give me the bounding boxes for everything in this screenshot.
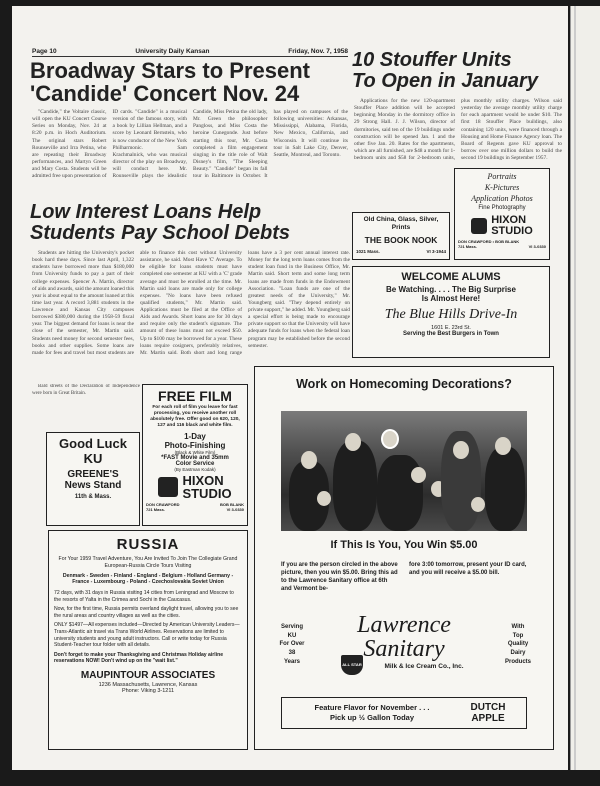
serving-ku-block: Serving KU For Over 38 Years [279, 624, 305, 665]
stouffer-story: Applications for the new 120-apartment Stouffer Place addition will be accepted beginning Monday in the dormitory office in 29 Strong Hall. J. J. Wilson, director of dormitories, said ten of the 19 buildings under construction will be opened Jan. 1 and the other five Jan. 20. Rates for the apartments, which are all furnished, are $48 a month for 1-bedroom units and $58 for 2-bedroom units, plus monthly utility charges. Wilson said yesterday the average monthly utility charge for each apartment would be under $10. The first 18 Stouffer Place buildings, also containing 120 units, were financed through a Housing and Home Finance Agency loan. The Board of Regents gave KU approval to borrow over one million dollars to build the second 19 buildings in September 1957. [354, 98, 562, 161]
win-caption-title: If This Is You, You Win $5.00 [330, 539, 478, 551]
filler-note: Bald streets of the Declaration of Independence were born in Great Britain. [32, 384, 140, 396]
quality-block: With Top Quality Dairy Products [504, 624, 531, 665]
newspaper-page [12, 6, 568, 770]
fine-photo-line: Fine Photography [478, 205, 526, 212]
hixon-small-phone: VI 3-0330 [528, 244, 546, 250]
portraits-ad [454, 168, 550, 260]
logo-lawrence: Lawrence [357, 612, 451, 638]
kpictures-line: K-Pictures [484, 182, 520, 192]
welcome-alums: WELCOME ALUMS [401, 271, 501, 283]
hixon-logo-large: HIXON STUDIO [146, 474, 244, 500]
greenes-ad: Good Luck KU GREENE'S News Stand 11th & Mass. [46, 432, 140, 526]
drive-in-name: The Blue Hills Drive-In [384, 307, 518, 322]
flavor-name: DUTCH APPLE [470, 702, 506, 724]
portraits-line: Portraits [487, 172, 517, 181]
book-nook-ad: Old China, Glass, Silver, Prints THE BOOK NOOK 1021 Mass. VI 3-1944 [352, 212, 450, 260]
maupintour-name: MAUPINTOUR ASSOCIATES [80, 670, 216, 682]
all-star-badge: ALL STAR [341, 655, 363, 675]
paper-name: University Daily Kansan [135, 48, 210, 55]
loans-headline: Low Interest Loans Help Students Pay School Debts [30, 201, 291, 244]
homecoming-headline: Work on Homecoming Decorations? [296, 377, 512, 391]
candide-story: "Candide," the Voltaire classic, will open the KU Concert Course Series on Monday, Nov. 24 at 8:20 p.m. in Hoch Auditorium. The original stars Robert Rounseville and Irra Petina, who are repeating their Broadway performances, and Martyn Green and Mary Costa. Students will be admitted free upon presentation of ID cards. "Candide" is a musical version of the famous story, with a book by Lillian Hellman, and a score by Leonard Bernstein, who is now conductor of the New York Philharmonic. Sam Krachmalnick, who was musical director of the play on Broadway, will conduct here. Mr. Rounseville plays the idealistic Candide, Miss Petina the old lady, Mr. Green the philosopher Pangloss, and Miss Costa the heroine Cunegonde. Just before starting this tour, Mr. Costa completed a film engagement singing in the title role of Walt Disney's film, "The Sleeping Beauty." "Candide" began its fall tour in Baltimore in October. It has played on campuses of the following universities: Arkansas, Mississippi, Alabama, Florida, New Mexico, California, and Wisconsin. It will continue its tour in Salt Lake City, Denver, Seattle, Montreal, and Toronto. [32, 109, 348, 180]
camera-icon [471, 218, 487, 234]
page-gutter [574, 6, 576, 770]
loans-story: Students are hitting the University's pocket book hard these days. Since last April, 1,322 students have borrowed more than $180,000 from University funds to pay a part of their college expenses. Spencer A. Martin, director of aids and awards, said the amount loaned this year is about equal to the amount loaned at this time last year. A record 3,881 students in the Lawrence and Kansas City campuses borrowed $380,000 during the 1958-59 fiscal year. The biggest demand for loans is near the close of the semester, Mr. Martin said. Students need money for second semester fees, books and other supplies. Some loans are made for fees and travel but most students are able to finance this cost without University assistance, he said. Most Have 'C' Average. To be eligible for loans students must have completed one semester at KU with a 'C' grade average and must be enrolled at the time. Mr. Martin said loans are made only for college expenses. "No loans have been refused qualified students," Mr. Martin said. Applications must be filed at the Office of Aids and Awards. Short loans are for 30 days and require only the student's signature. The amount of these loans must not exceed $50. Up to $100 may be borrowed for a year. These loans require cosigners, preferably relatives, Mr. Martin said. Both short and long range loans have a 3 per cent annual interest rate. Money for the long term loans comes from the student loan fund in the Business Office, Mr. Martin said. Short term and some long term loans are made from funds in the Endowment Association. "Loan funds are one of the greatest needs of the University," Mr. Youngberg said. "They depend entirely on private support," he added. Mr. Youngberg said a special effort is being made to encourage private support so that the University will have adequate funds for loans when the federal loan program may be established before the second semester. [32, 250, 350, 356]
logo-sanitary: Sanitary [363, 636, 445, 662]
page-number: Page 10 [32, 48, 57, 55]
russia-tour-ad: RUSSIA For Your 1959 Travel Adventure, You Are Invited To Join The Collegiate Grand European-Russia Circle Tours Visiting Denmark - Sweden - Finland - England - Belgium - Holland Germany - France - Luxembourg - Poland - Czechoslovakia Soviet Union 72 days, with 31 days in Russia visiting 14 cities from Leningrad and Moscow to the resorts of Yalta in the Crimea and Sochi in the Caucasus. Now, for the first time, Russia permits overland daylight travel, allowing you to see the rural areas and country villages as well as the cities. ONLY $1497—All expenses included—Directed by American University Leaders—Trans-Atlantic air travel via Trans World Airlines. Reservations are limited to university students and young adult instructors. Call or write today for Russia Student-Teacher tour folder with all details. Don't forget to make your Thanksgiving and Christmas Holiday airline reservations NOW! Don't wind up on the "wait list." MAUPINTOUR ASSOCIATES 1236 Massachusetts, Lawrence, Kansas Phone: Viking 3-1211 [48, 530, 248, 750]
stouffer-headline: 10 Stouffer Units To Open in January [352, 49, 538, 92]
hixon-small-owners: DON CRAWFORD • BOB BLANK [458, 239, 520, 245]
book-nook-name: THE BOOK NOOK [364, 234, 438, 245]
application-line: Application Photos [471, 193, 533, 203]
feature-flavor-bar: Feature Flavor for November . . . Pick up ½ Gallon Today DUTCH APPLE [281, 697, 527, 729]
lawrence-sanitary-ad: Work on Homecoming Decorations? If This Is You, You Win $5.00 If you are the person circled in the above picture, then you win $5.00. Bring this ad to the Lawrence Sanitary office at 6th and Vermont be- fore 3:00 tomorrow, present your ID card, and you will receive a $5.00 bill. Serving KU For Over 38 Years Lawrence Sanitary Milk & Ice Cream Co., Inc. ALL STAR With Top Quality Dairy Products Feature Flavor for November . . . Pick up ½ Gallon Today DUTCH APPLE [254, 366, 554, 750]
page-folio [32, 48, 348, 57]
candide-headline: Broadway Stars to Present 'Candide' Concert Nov. 24 [30, 58, 310, 107]
camera-icon [158, 477, 178, 497]
sanitary-logo: Lawrence Sanitary Milk & Ice Cream Co., Inc. [315, 613, 493, 670]
hixon-small-address: 721 Mass. [458, 244, 477, 250]
free-film-ad: FREE FILM For each roll of film you leave for fast processing, you receive another roll absolutely free. Offer good on 620, 120, 127 and 116 black and white film. 1-Day Photo-Finishing (Black & White Film) *FAST Movie and 35mm Color Service (By Eastman Kodak) HIXON STUDIO DON CRAWFORD BOB BLANK 721 Mass. VI 3-0330 [142, 384, 248, 526]
greenes-name: GREENE'S [67, 468, 119, 480]
russia-title: RUSSIA [116, 536, 180, 553]
free-film-title: FREE FILM [158, 388, 232, 404]
issue-date: Friday, Nov. 7, 1958 [288, 48, 348, 55]
drive-in-ad: WELCOME ALUMS Be Watching. . . . The Big Surprise Is Almost Here! The Blue Hills Drive-In 1601 E. 23rd St. Serving the Best Burgers in Town [352, 266, 550, 358]
homecoming-photo [281, 411, 527, 531]
hixon-logo-small: HIXON STUDIO [458, 215, 546, 237]
